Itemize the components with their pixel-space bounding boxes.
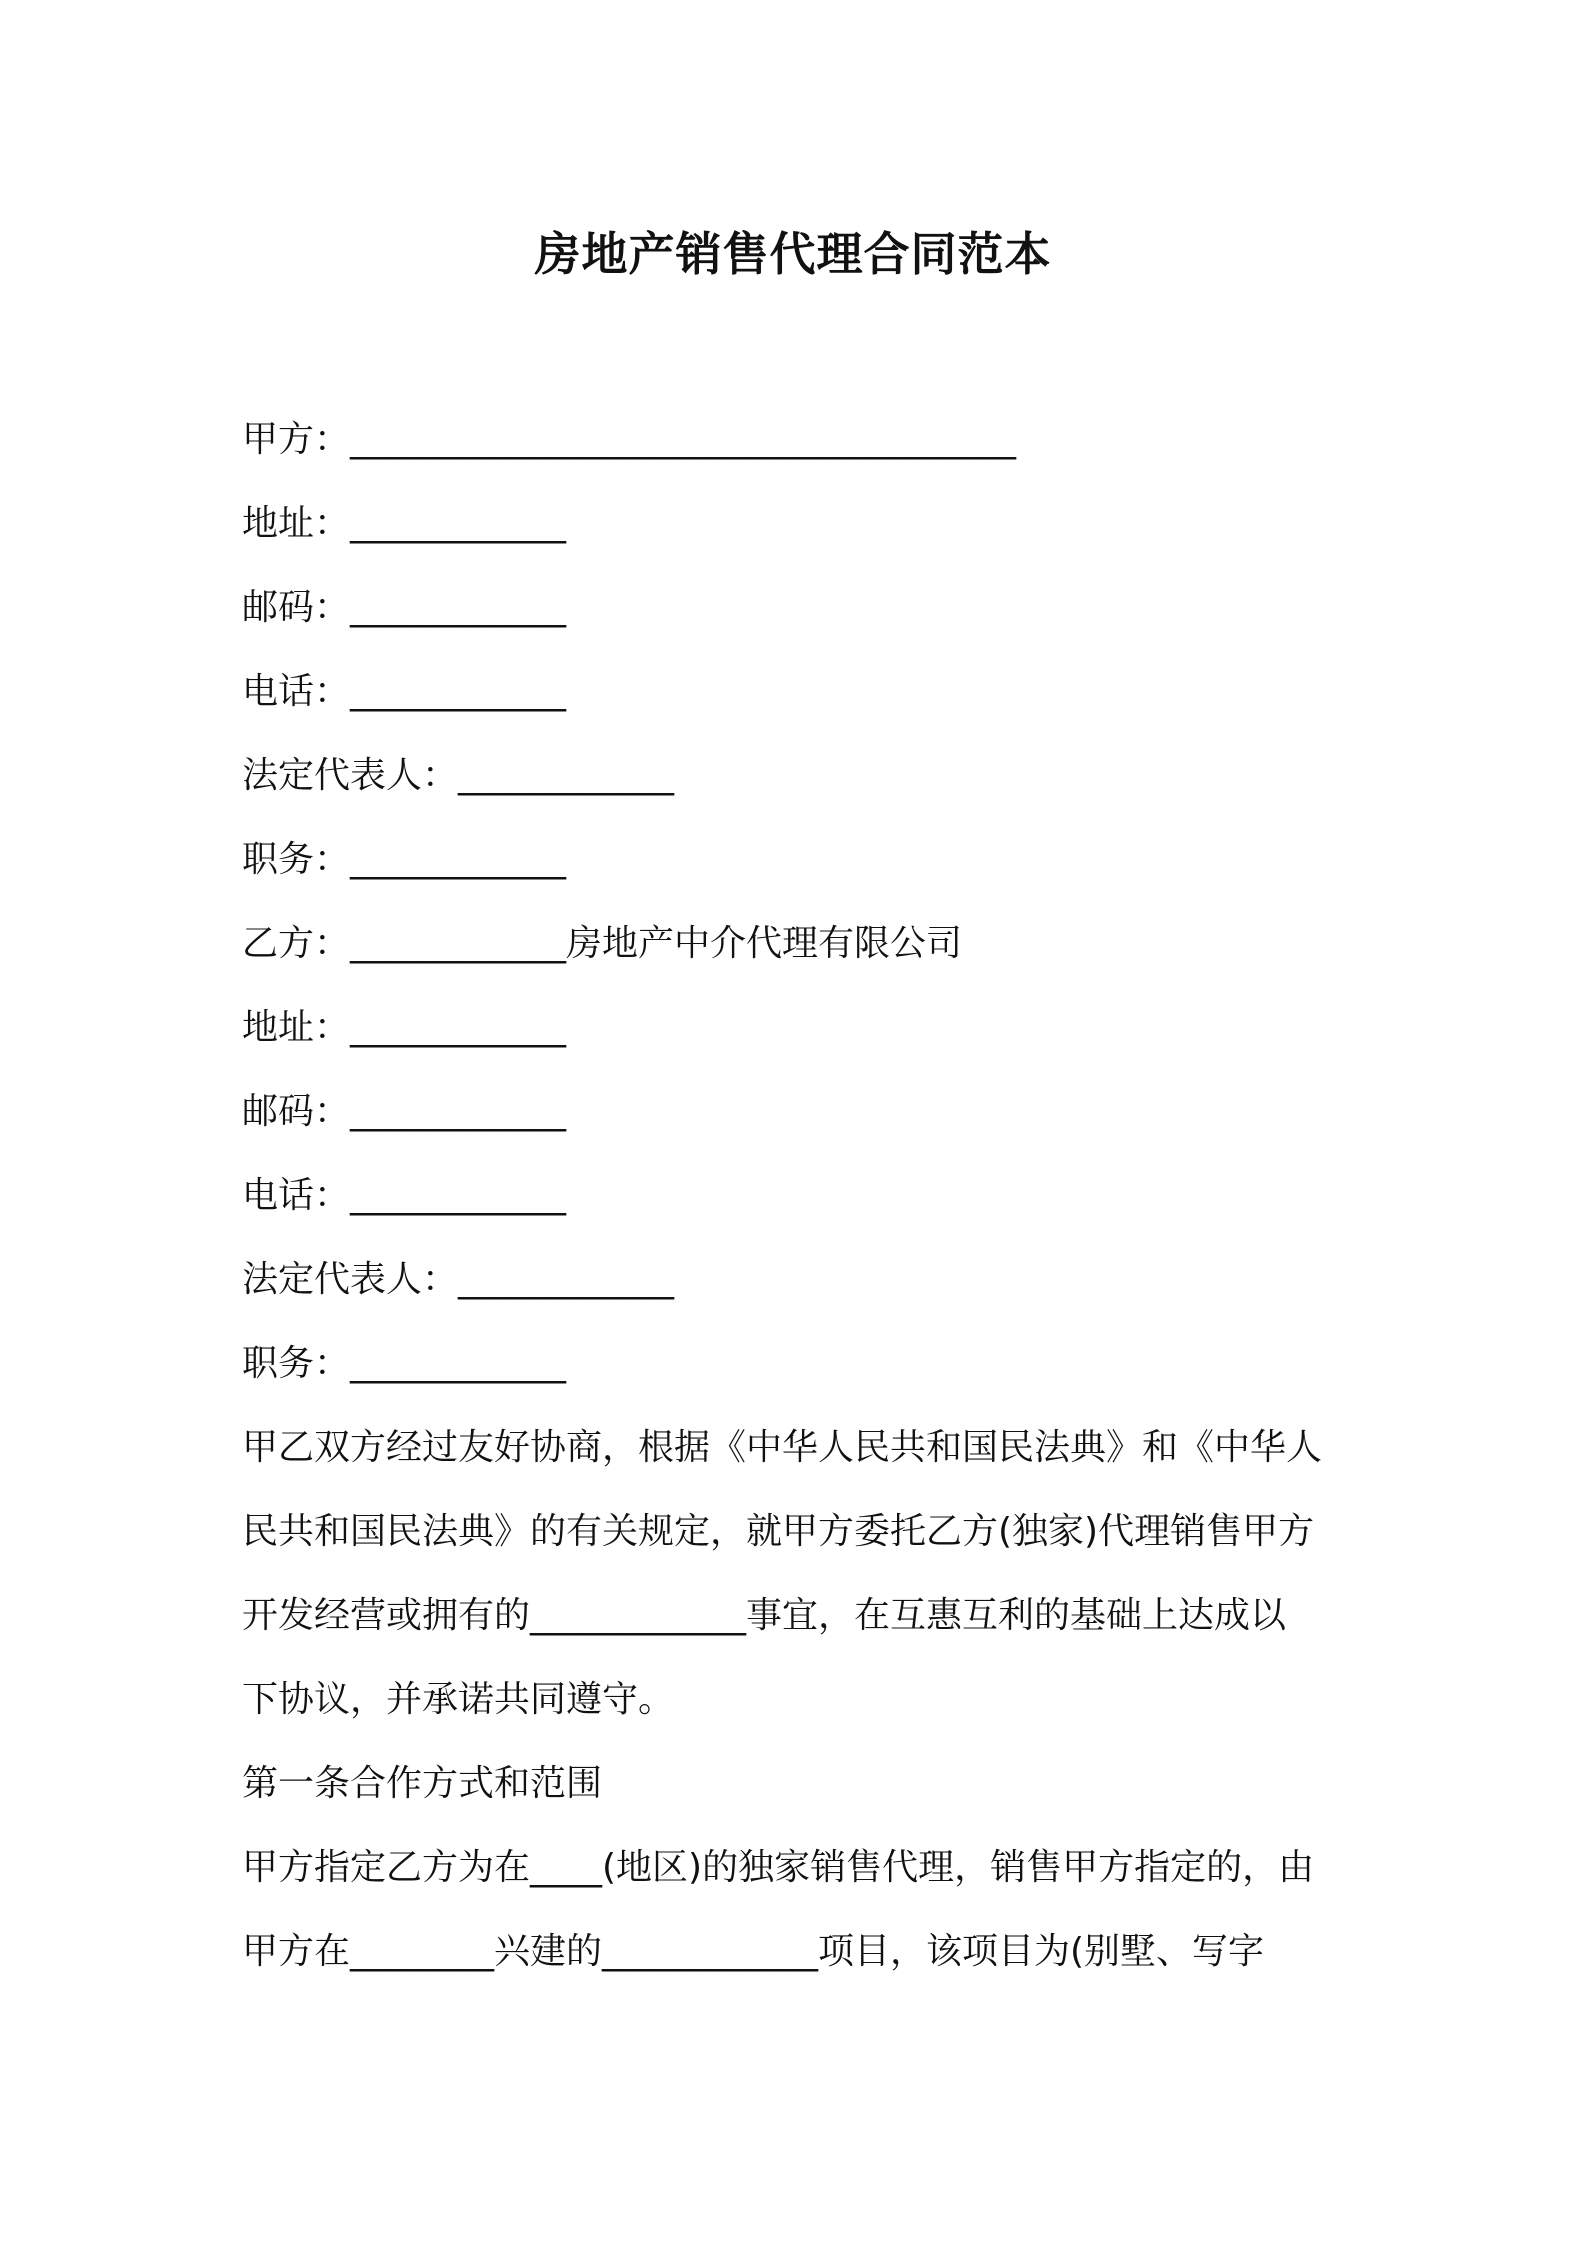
party-b-address: 地址：____________: [242, 1007, 567, 1048]
article-1-heading: 第一条合作方式和范围: [242, 1763, 603, 1804]
party-b-phone: 电话：____________: [242, 1175, 567, 1216]
party-b-postcode: 邮码：____________: [242, 1091, 567, 1132]
article-1-paragraph: [242, 1826, 1358, 1994]
party-a-phone: 电话：____________: [242, 671, 567, 712]
preamble-paragraph: [242, 1406, 1358, 1742]
page-title: 房地产销售代理合同范本: [534, 227, 1052, 281]
party-a-position: 职务：____________: [242, 839, 567, 880]
preamble-line: 甲乙双方经过友好协商，根据《中华人民共和国民法典》和《中华人: [242, 1427, 1323, 1468]
article-1-line: 甲方指定乙方为在____(地区)的独家销售代理，销售甲方指定的，由: [242, 1847, 1315, 1888]
party-a-name: 甲方：_____________________________________: [242, 419, 1017, 460]
preamble-line: 开发经营或拥有的____________事宜，在互惠互利的基础上达成以: [242, 1595, 1287, 1636]
article-1-line: 甲方在________兴建的____________项目，该项目为(别墅、写字: [242, 1931, 1265, 1972]
party-a-address: 地址：____________: [242, 503, 567, 544]
party-a-legal-rep: 法定代表人：____________: [242, 755, 675, 796]
party-b-name: 乙方：____________房地产中介代理有限公司: [242, 923, 963, 964]
party-b-legal-rep: 法定代表人：____________: [242, 1259, 675, 1300]
party-a-postcode: 邮码：____________: [242, 587, 567, 628]
preamble-line: 下协议，并承诺共同遵守。: [242, 1679, 675, 1720]
party-b-position: 职务：____________: [242, 1343, 567, 1384]
preamble-line: 民共和国民法典》的有关规定，就甲方委托乙方(独家)代理销售甲方: [242, 1511, 1315, 1552]
